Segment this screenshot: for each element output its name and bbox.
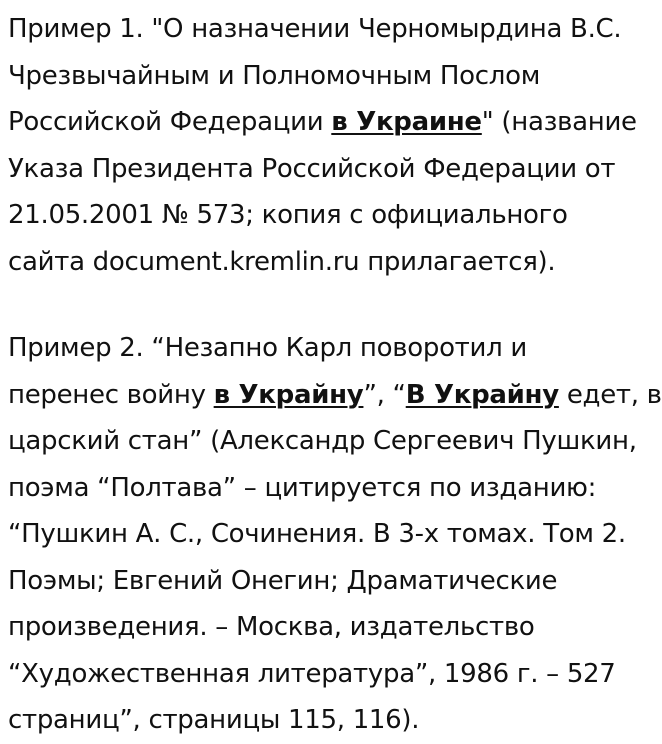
example-2-line-8: “Художественная литература”, 1986 г. – 527 [8,658,616,689]
example-1-line-5: 21.05.2001 № 573; копия с официального [8,200,568,230]
example-1-line-3-text-after: " (название [481,107,637,137]
example-1-line-2: Чрезвычайным и Полномочным Послом [8,60,541,91]
example-2-line-5: “Пушкин А. С., Сочинения. В 3-х томах. Том 2. [8,519,626,549]
link-v-ukraynu-lower[interactable]: в Украйну [213,379,364,410]
link-v-ukraynu-upper[interactable]: В Украйну [405,379,559,410]
example-2-line-6: Поэмы; Евгений Онегин; Драматические [8,565,558,596]
example-1-paragraph [8,6,637,285]
example-2-line-3: царский стан” (Александр Сергеевич Пушкин, [8,426,637,456]
example-1-line-3 [8,99,637,146]
example-2-line-7: произведения. – Москва, издательство [8,612,535,642]
example-2-line-2-text-after: едет, в [558,379,662,410]
example-2-line-1: Пример 2. “Незапно Карл поворотил и [8,333,527,363]
link-v-ukraine[interactable]: в Украине [331,107,482,137]
example-1-line-3-text-before: Российской Федерации [8,107,332,137]
example-1-line-6: сайта document.kremlin.ru прилагается). [8,246,556,277]
example-1-line-4: Указа Президента Российской Федерации от [8,153,616,184]
example-1-line-1: Пример 1. "О назначении Черномырдина В.С. [8,14,622,44]
example-2-line-2 [8,372,662,419]
example-2-line-2-text-before: перенес войну [8,379,214,410]
example-2-line-4: поэма “Полтава” – цитируется по изданию: [8,472,597,503]
example-2-line-9: страниц”, страницы 115, 116). [8,705,420,735]
example-2-line-2-text-mid: ”, “ [363,379,406,410]
example-2-paragraph [8,325,662,744]
